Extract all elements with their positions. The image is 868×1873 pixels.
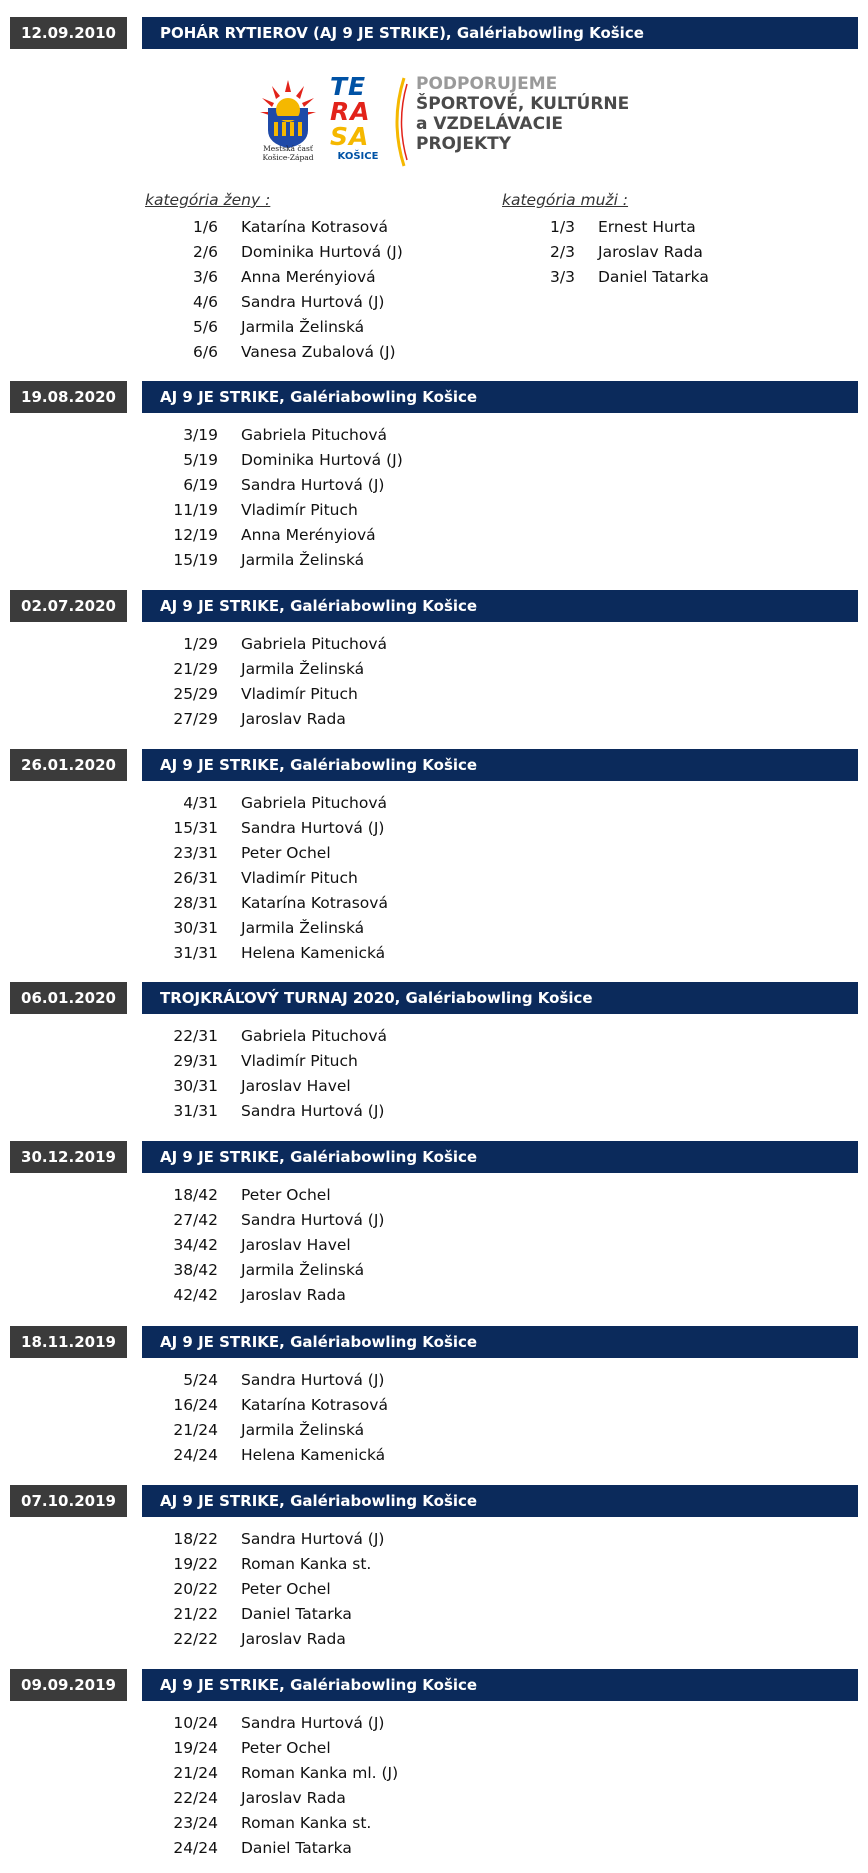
result-row: [0, 1024, 868, 1049]
result-row: [0, 448, 868, 473]
result-rank: 20/22: [173, 1580, 218, 1598]
result-name: Vladimír Pituch: [241, 869, 358, 887]
result-name: Jaroslav Rada: [241, 710, 346, 728]
event-header: [0, 1326, 868, 1358]
result-name: Helena Kamenická: [241, 1446, 386, 1464]
result-name: Jarmila Želinská: [241, 551, 365, 569]
result-row: [0, 548, 868, 573]
result-rank: 21/29: [173, 660, 218, 678]
result-rank: 27/29: [173, 710, 218, 728]
result-rank: 6/6: [193, 343, 218, 361]
result-row: [0, 498, 868, 523]
result-rank: 4/6: [193, 293, 218, 311]
result-row: [0, 1393, 868, 1418]
terasa-sa: SA: [330, 122, 370, 151]
result-row: [0, 791, 868, 816]
result-rank: 30/31: [173, 919, 218, 937]
result-rank: 2/6: [193, 243, 218, 261]
result-rank: 21/24: [173, 1421, 218, 1439]
result-name: Ernest Hurta: [598, 218, 696, 236]
crest-caption: [250, 144, 326, 162]
slogan-line2: ŠPORTOVÉ, KULTÚRNE: [416, 94, 630, 114]
result-rank: 42/42: [173, 1286, 218, 1304]
result-row: [0, 1283, 868, 1308]
women-category-label: kategória ženy :: [145, 191, 271, 209]
event-title: TROJKRÁĽOVÝ TURNAJ 2020, Galériabowling Košice: [142, 982, 858, 1014]
sponsor-slogan: [416, 74, 656, 154]
event-title: AJ 9 JE STRIKE, Galériabowling Košice: [142, 381, 858, 413]
result-row: [0, 916, 868, 941]
result-rank: 19/22: [173, 1555, 218, 1573]
result-name: Anna Merényiová: [241, 268, 376, 286]
event-title: AJ 9 JE STRIKE, Galériabowling Košice: [142, 1485, 858, 1517]
result-rank: 5/19: [183, 451, 218, 469]
event-date: 18.11.2019: [10, 1326, 127, 1358]
result-name: Jaroslav Havel: [241, 1077, 351, 1095]
event-section-1: [0, 381, 868, 573]
event-header: [0, 1141, 868, 1173]
event-title: AJ 9 JE STRIKE, Galériabowling Košice: [142, 1326, 858, 1358]
result-name: Jarmila Želinská: [241, 318, 365, 336]
result-rank: 23/24: [173, 1814, 218, 1832]
result-row: [0, 1786, 868, 1811]
result-row: [0, 682, 868, 707]
result-name: Dominika Hurtová (J): [241, 451, 403, 469]
result-row: [0, 1736, 868, 1761]
slogan-line3: a VZDELÁVACIE: [416, 114, 564, 134]
result-rank: 2/3: [550, 243, 575, 261]
terasa-logo: [330, 74, 390, 170]
result-name: Vanesa Zubalová (J): [241, 343, 396, 361]
result-rank: 22/24: [173, 1789, 218, 1807]
results-list: [0, 1183, 868, 1308]
event-date: 09.09.2019: [10, 1669, 127, 1701]
men-category-label: kategória muži :: [502, 191, 629, 209]
result-row: [0, 473, 868, 498]
result-rank: 6/19: [183, 476, 218, 494]
event-section-6: [0, 1326, 868, 1468]
event-section-2: [0, 590, 868, 732]
result-row: [0, 1183, 868, 1208]
result-name: Peter Ochel: [241, 1739, 331, 1757]
result-name: Katarína Kotrasová: [241, 218, 388, 236]
event-header: [0, 590, 868, 622]
result-row: [0, 1577, 868, 1602]
result-name: Jarmila Želinská: [241, 1261, 365, 1279]
results-list: [0, 1024, 868, 1124]
result-row: [0, 1049, 868, 1074]
result-row: [0, 423, 868, 448]
result-rank: 34/42: [173, 1236, 218, 1254]
result-row: [0, 1258, 868, 1283]
result-name: Roman Kanka st.: [241, 1814, 372, 1832]
event-title: AJ 9 JE STRIKE, Galériabowling Košice: [142, 1669, 858, 1701]
results-list: [0, 1711, 868, 1861]
result-name: Helena Kamenická: [241, 944, 386, 962]
result-name: Sandra Hurtová (J): [241, 1211, 385, 1229]
event-section-5: [0, 1141, 868, 1308]
event-title: AJ 9 JE STRIKE, Galériabowling Košice: [142, 749, 858, 781]
result-name: Sandra Hurtová (J): [241, 819, 385, 837]
result-row: [0, 1099, 868, 1124]
result-rank: 21/22: [173, 1605, 218, 1623]
result-row: [0, 1811, 868, 1836]
result-row: [0, 1208, 868, 1233]
result-rank: 27/42: [173, 1211, 218, 1229]
result-name: Vladimír Pituch: [241, 1052, 358, 1070]
result-rank: 38/42: [173, 1261, 218, 1279]
result-row: [0, 1527, 868, 1552]
result-row: [0, 1233, 868, 1258]
result-rank: 18/42: [173, 1186, 218, 1204]
result-name: Peter Ochel: [241, 844, 331, 862]
result-row: [0, 657, 868, 682]
results-list: [0, 791, 868, 966]
result-row: [0, 1761, 868, 1786]
event-date: 06.01.2020: [10, 982, 127, 1014]
result-rank: 22/22: [173, 1630, 218, 1648]
crest-caption-line2: Košice-Západ: [262, 153, 314, 162]
event-section-3: [0, 749, 868, 966]
result-rank: 23/31: [173, 844, 218, 862]
event-date: 19.08.2020: [10, 381, 127, 413]
event-header: [0, 1485, 868, 1517]
result-name: Daniel Tatarka: [241, 1605, 352, 1623]
men-results: [357, 215, 837, 290]
result-row: [0, 816, 868, 841]
result-rank: 16/24: [173, 1396, 218, 1414]
result-row: [0, 941, 868, 966]
result-name: Sandra Hurtová (J): [241, 1102, 385, 1120]
result-rank: 11/19: [173, 501, 218, 519]
slogan-line4: PROJEKTY: [416, 134, 512, 154]
result-row: [0, 315, 480, 340]
result-name: Peter Ochel: [241, 1186, 331, 1204]
slogan-line1: PODPORUJEME: [416, 74, 558, 94]
result-rank: 31/31: [173, 944, 218, 962]
result-rank: 18/22: [173, 1530, 218, 1548]
result-name: Jaroslav Rada: [598, 243, 703, 261]
result-rank: 3/19: [183, 426, 218, 444]
event-title: AJ 9 JE STRIKE, Galériabowling Košice: [142, 590, 858, 622]
result-rank: 3/3: [550, 268, 575, 286]
event-date: 02.07.2020: [10, 590, 127, 622]
event-title: POHÁR RYTIEROV (AJ 9 JE STRIKE), Galériabowling Košice: [142, 17, 858, 49]
result-rank: 25/29: [173, 685, 218, 703]
event-date: 30.12.2019: [10, 1141, 127, 1173]
result-rank: 19/24: [173, 1739, 218, 1757]
result-name: Jaroslav Havel: [241, 1236, 351, 1254]
result-rank: 5/6: [193, 318, 218, 336]
result-name: Vladimír Pituch: [241, 685, 358, 703]
results-list: [0, 632, 868, 732]
result-rank: 21/24: [173, 1764, 218, 1782]
result-row: [0, 707, 868, 732]
result-name: Gabriela Pituchová: [241, 1027, 388, 1045]
event-header: [0, 982, 868, 1014]
result-rank: 30/31: [173, 1077, 218, 1095]
result-rank: 12/19: [173, 526, 218, 544]
result-name: Jarmila Želinská: [241, 660, 365, 678]
result-rank: 31/31: [173, 1102, 218, 1120]
result-rank: 22/31: [173, 1027, 218, 1045]
result-rank: 24/24: [173, 1839, 218, 1857]
result-name: Roman Kanka ml. (J): [241, 1764, 399, 1782]
result-name: Roman Kanka st.: [241, 1555, 372, 1573]
result-rank: 29/31: [173, 1052, 218, 1070]
result-rank: 15/31: [173, 819, 218, 837]
result-rank: 4/31: [183, 794, 218, 812]
result-name: Jarmila Želinská: [241, 1421, 365, 1439]
results-list: [0, 1527, 868, 1652]
result-name: Katarína Kotrasová: [241, 1396, 388, 1414]
results-list: [0, 1368, 868, 1468]
results-list: [0, 423, 868, 573]
result-row: [0, 340, 480, 365]
result-rank: 1/3: [550, 218, 575, 236]
result-name: Daniel Tatarka: [598, 268, 709, 286]
result-name: Jaroslav Rada: [241, 1630, 346, 1648]
result-row: [0, 523, 868, 548]
event-section-0: [0, 17, 868, 367]
result-row: [0, 1552, 868, 1577]
result-name: Sandra Hurtová (J): [241, 1371, 385, 1389]
result-row: [0, 1602, 868, 1627]
terasa-city: KOŠICE: [337, 151, 379, 162]
event-header: [0, 1669, 868, 1701]
event-date: 12.09.2010: [10, 17, 127, 49]
result-name: Dominika Hurtová (J): [241, 243, 403, 261]
result-name: Gabriela Pituchová: [241, 426, 388, 444]
result-row: [357, 240, 837, 265]
result-name: Sandra Hurtová (J): [241, 1714, 385, 1732]
result-name: Daniel Tatarka: [241, 1839, 352, 1857]
result-row: [0, 632, 868, 657]
result-name: Peter Ochel: [241, 1580, 331, 1598]
result-rank: 1/6: [193, 218, 218, 236]
result-name: Sandra Hurtová (J): [241, 1530, 385, 1548]
result-rank: 3/6: [193, 268, 218, 286]
result-name: Gabriela Pituchová: [241, 635, 388, 653]
result-name: Sandra Hurtová (J): [241, 293, 385, 311]
result-row: [0, 891, 868, 916]
logo-divider-icon: [392, 76, 408, 168]
result-rank: 15/19: [173, 551, 218, 569]
terasa-te: TE: [330, 72, 367, 101]
result-name: Jaroslav Rada: [241, 1286, 346, 1304]
result-row: [0, 841, 868, 866]
result-name: Katarína Kotrasová: [241, 894, 388, 912]
event-section-8: [0, 1669, 868, 1861]
terasa-ra: RA: [330, 97, 371, 126]
event-section-4: [0, 982, 868, 1124]
result-row: [0, 866, 868, 891]
event-date: 26.01.2020: [10, 749, 127, 781]
result-row: [0, 1074, 868, 1099]
crest-caption-line1: Mestská časť: [263, 144, 313, 153]
event-title: AJ 9 JE STRIKE, Galériabowling Košice: [142, 1141, 858, 1173]
result-row: [357, 265, 837, 290]
result-name: Jaroslav Rada: [241, 1789, 346, 1807]
result-name: Anna Merényiová: [241, 526, 376, 544]
result-row: [0, 1368, 868, 1393]
result-name: Sandra Hurtová (J): [241, 476, 385, 494]
result-row: [0, 1443, 868, 1468]
result-row: [0, 290, 480, 315]
result-rank: 24/24: [173, 1446, 218, 1464]
result-rank: 10/24: [173, 1714, 218, 1732]
result-row: [357, 215, 837, 240]
result-name: Gabriela Pituchová: [241, 794, 388, 812]
result-name: Jarmila Želinská: [241, 919, 365, 937]
result-rank: 5/24: [183, 1371, 218, 1389]
result-rank: 26/31: [173, 869, 218, 887]
result-row: [0, 1711, 868, 1736]
event-header: [0, 381, 868, 413]
event-date: 07.10.2019: [10, 1485, 127, 1517]
event-header: [0, 749, 868, 781]
event-section-7: [0, 1485, 868, 1652]
result-name: Vladimír Pituch: [241, 501, 358, 519]
result-row: [0, 1418, 868, 1443]
event-header: [0, 17, 868, 49]
result-rank: 1/29: [183, 635, 218, 653]
result-row: [0, 1627, 868, 1652]
result-rank: 28/31: [173, 894, 218, 912]
result-row: [0, 1836, 868, 1861]
sponsor-logo: [258, 74, 648, 174]
